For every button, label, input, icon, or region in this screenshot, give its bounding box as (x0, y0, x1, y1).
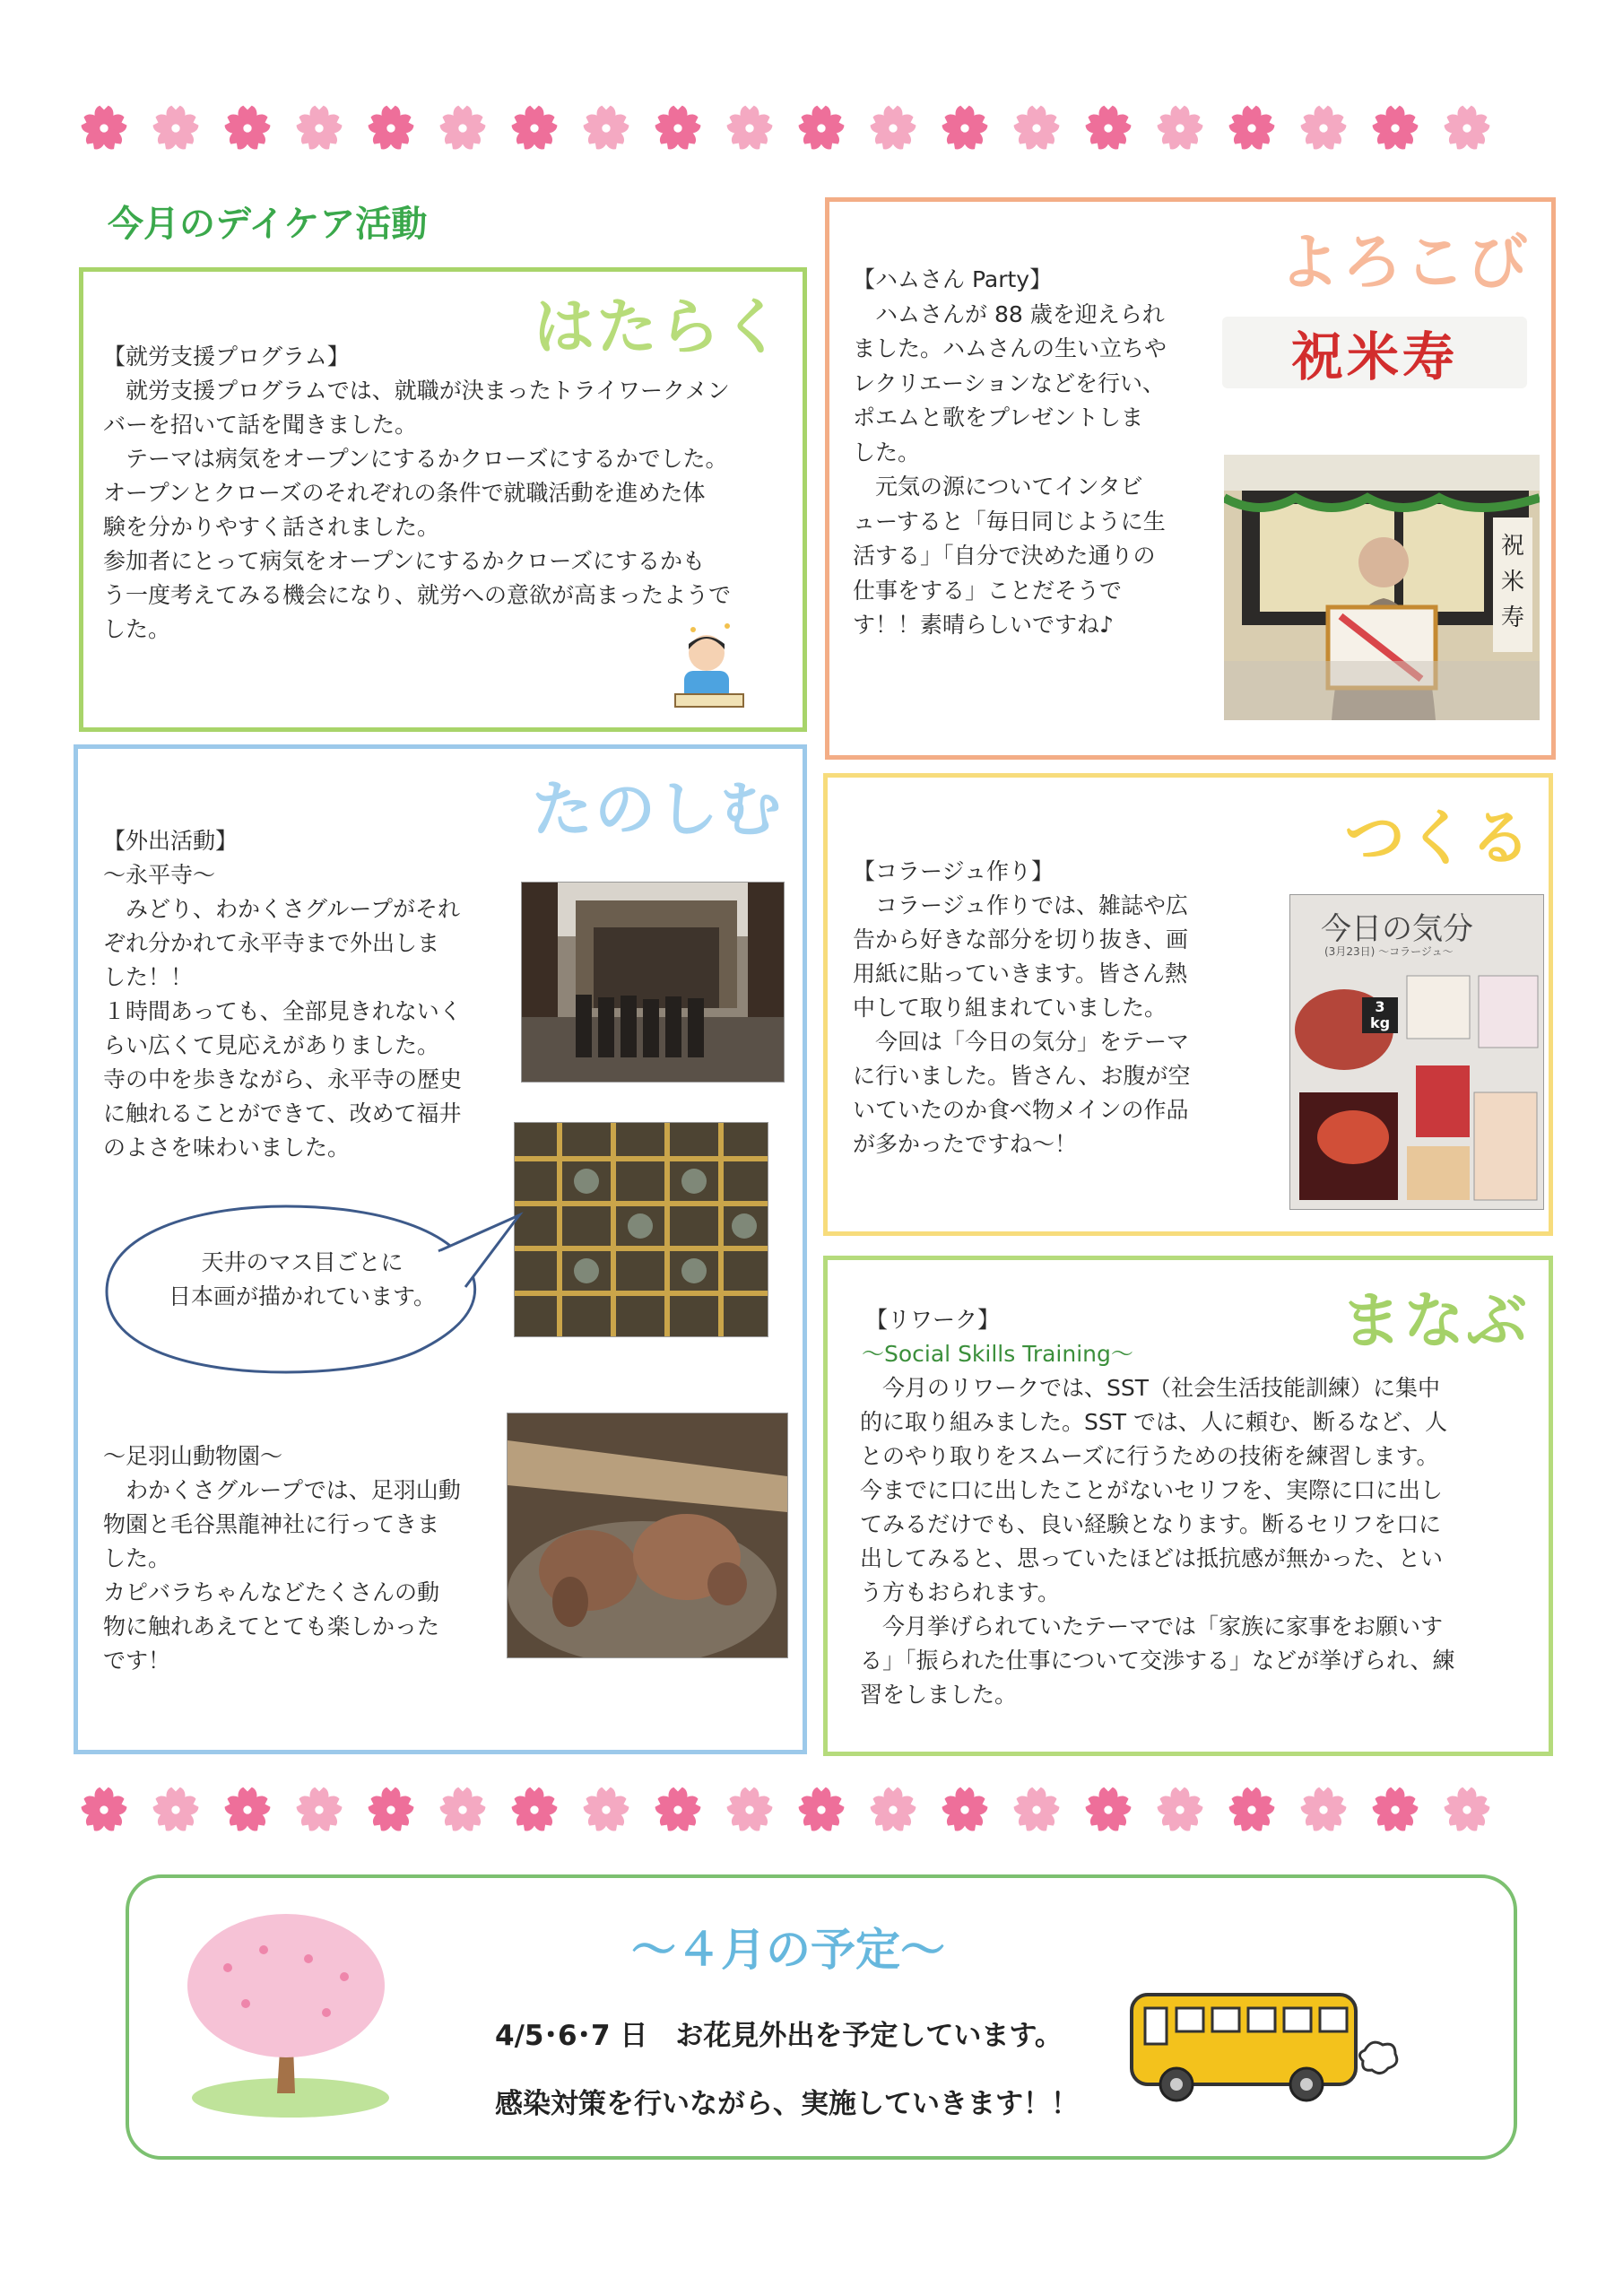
joy-title: よろこび (1278, 228, 1530, 299)
sakura-flower-icon (1011, 103, 1062, 153)
fun-text-zoo: ～足羽山動物園～ わかくさグループでは、足羽山動 物園と毛谷黒龍神社に行ってきま した。 カピバラちゃんなどたくさんの動 物に触れあえてとても楽しかった です！ (103, 1443, 461, 1674)
bus-illustration (1123, 1986, 1401, 2111)
sakura-flower-icon (868, 1785, 918, 1835)
make-title: つくる (1343, 804, 1532, 874)
sakura-flower-icon (151, 1785, 201, 1835)
svg-text:寿: 寿 (1500, 604, 1525, 631)
sakura-flower-icon (1155, 1785, 1205, 1835)
sakura-flower-icon (151, 103, 201, 153)
party-photo (1224, 455, 1540, 720)
sakura-flower-icon (725, 103, 775, 153)
flower-border-top (0, 103, 1623, 166)
sakura-flower-icon (581, 1785, 631, 1835)
sakura-flower-icon (222, 1785, 273, 1835)
sakura-flower-icon (1227, 103, 1277, 153)
collage-photo-subtitle: (3月23日) ～コラージュ～ (1324, 945, 1454, 958)
capybara-photo (507, 1413, 788, 1658)
fun-text-eiheiji: 【外出活動】 ～永平寺～ みどり、わかくさグループがそれ ぞれ分かれて永平寺まで外出しま した！！ １時間あっても、全部見きれないく らい広くて見応えがありました。 寺の中を歩きながら、永平寺の歴史 に触れることができて、改めて福井 のよさを味わいました。 (103, 828, 463, 1161)
sakura-flower-icon (1370, 1785, 1420, 1835)
sakura-flower-icon (653, 1785, 703, 1835)
fun-box (74, 744, 807, 1754)
april-box (126, 1874, 1517, 2160)
collage-photo-label: 3 kg (1362, 997, 1398, 1033)
sakura-flower-icon (940, 1785, 990, 1835)
ceiling-photo (514, 1122, 768, 1337)
sakura-flower-icon (1370, 103, 1420, 153)
sakura-flower-icon (725, 1785, 775, 1835)
sakura-flower-icon (1298, 1785, 1349, 1835)
collage-photo (1289, 894, 1544, 1210)
learn-text: 今月のリワークでは、SST（社会生活技能訓練）に集中 的に取り組みました。SST では、人に頼む、断るなど、人 とのやり取りをスムーズに行うための技術を練習します。 今までに口に出したことがないセリフを、実際に口に出し てみるだけでも、良い経験となります。断るセリフを口に 出してみると、思っていたほどは抵抗感が無かった、とい う方もおられます。 今月挙げられていたテーマでは「家族に家事をお願いす る」「振られた仕事について交渉する」などが挙げられ、練 習をしました。 (860, 1375, 1455, 1708)
sakura-flower-icon (1227, 1785, 1277, 1835)
work-box (79, 267, 807, 732)
photo-sign-text: 祝 (1500, 533, 1525, 560)
sakura-flower-icon (868, 103, 918, 153)
beiju-banner-text: 祝米寿 (1290, 326, 1458, 387)
learn-text-sub: ～Social Skills Training～ (862, 1341, 1133, 1367)
work-title: はたらく (533, 292, 785, 363)
studying-person-illustration (657, 617, 756, 716)
joy-box (825, 197, 1556, 760)
make-text: 【コラージュ作り】 コラージュ作りでは、雑誌や広 告から好きな部分を切り抜き、画 用紙に貼っていきます。皆さん熱 中して取り組まれていました。 今回は「今日の気分」をテーマ に行いました。皆さん、お腹が空 いていたのか食べ物メインの作品 が多かったですね～！ (853, 858, 1191, 1157)
svg-text:米: 米 (1500, 569, 1525, 596)
sakura-flower-icon (796, 1785, 846, 1835)
sakura-flower-icon (509, 1785, 560, 1835)
beiju-banner (1222, 317, 1527, 388)
sakura-flower-icon (581, 103, 631, 153)
cherry-tree-illustration (174, 1905, 398, 2120)
sakura-flower-icon (940, 103, 990, 153)
make-box (823, 773, 1553, 1236)
learn-title: まなぶ (1340, 1286, 1529, 1357)
flower-border-bottom (0, 1785, 1623, 1848)
sakura-flower-icon (796, 103, 846, 153)
sakura-flower-icon (1298, 103, 1349, 153)
learn-box (823, 1256, 1553, 1756)
fun-title: たのしむ (531, 775, 783, 846)
sakura-flower-icon (1442, 1785, 1492, 1835)
sakura-flower-icon (294, 103, 344, 153)
learn-text-head: 【リワーク】 (865, 1307, 1001, 1333)
april-title: ～４月の予定～ (631, 1924, 945, 1976)
bubble-text: 天井のマス目ごとに 日本画が描かれています。 (168, 1249, 436, 1309)
sakura-flower-icon (509, 103, 560, 153)
section-title: 今月のデイケア活動 (108, 204, 428, 245)
sakura-flower-icon (294, 1785, 344, 1835)
sakura-flower-icon (1083, 103, 1133, 153)
sakura-flower-icon (1155, 103, 1205, 153)
sakura-flower-icon (1442, 103, 1492, 153)
sakura-flower-icon (1011, 1785, 1062, 1835)
april-line2: 感染対策を行いながら、実施していきます！！ (495, 2088, 1079, 2120)
eiheiji-photo (521, 882, 785, 1083)
sakura-flower-icon (79, 103, 129, 153)
sakura-flower-icon (438, 103, 488, 153)
april-line1: 4/5･6･7 日 お花見外出を予定しています。 (495, 2020, 1063, 2052)
sakura-flower-icon (438, 1785, 488, 1835)
sakura-flower-icon (1083, 1785, 1133, 1835)
sakura-flower-icon (653, 103, 703, 153)
sakura-flower-icon (222, 103, 273, 153)
joy-text: 【ハムさん Party】 ハムさんが 88 歳を迎えられ ました。ハムさんの生い立ちや レクリエーションなどを行い、 ポエムと歌をプレゼントしま した。 元気の源についてインタビ ューすると「毎日同じように生 活する」「自分で決めた通りの 仕事をする」ことだそうで す！！素晴らしいですね♪ (853, 266, 1167, 638)
sakura-flower-icon (79, 1785, 129, 1835)
work-text: 【就労支援プログラム】 就労支援プログラムでは、就職が決まったトライワークメン バーを招いて話を聞きました。 テーマは病気をオープンにするかクローズにするかでした。 オープンとクローズのそれぞれの条件で就職活動を進めた体 験を分かりやすく話されました。 参加者にとって病気をオープンにするかクローズにするかも う一度考えてみる機会になり、就労への意欲が高まったようで した。 (103, 344, 732, 642)
sakura-flower-icon (366, 1785, 416, 1835)
collage-photo-title: 今日の気分 (1321, 911, 1473, 947)
sakura-flower-icon (366, 103, 416, 153)
